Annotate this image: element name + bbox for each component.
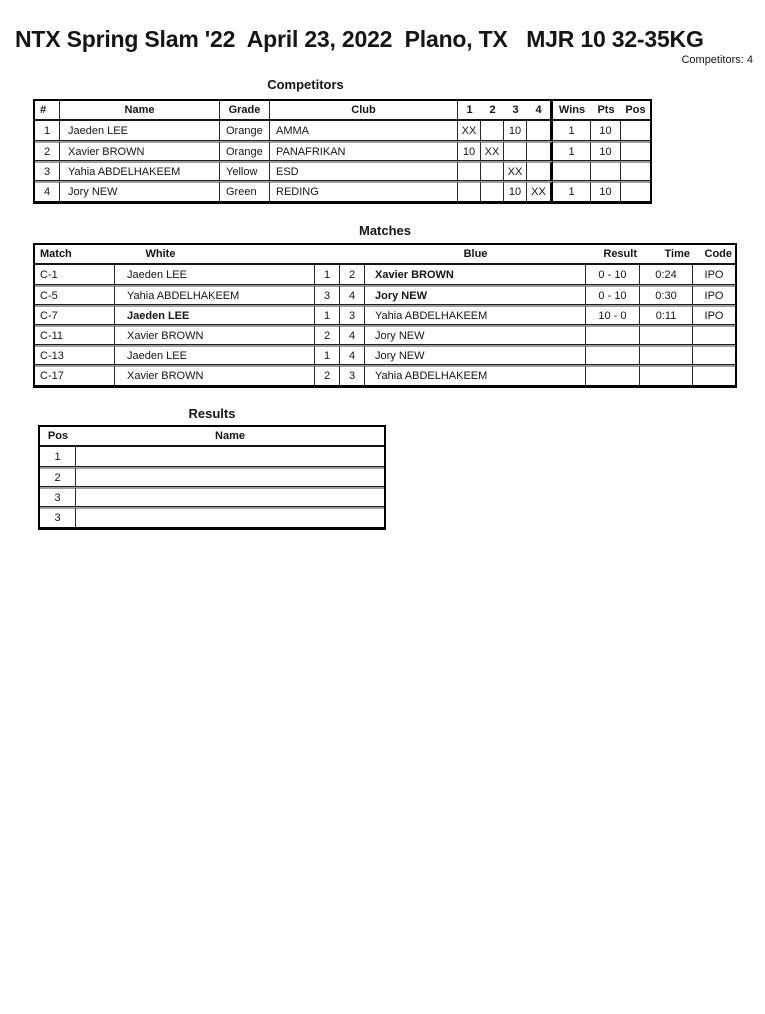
competitor-pts: 10 [591, 181, 621, 201]
match-white-number: 1 [315, 305, 340, 325]
competitor-round-3 [504, 141, 527, 161]
competitor-round-2 [481, 161, 504, 181]
competitor-row [35, 141, 650, 161]
competitor-wins [553, 161, 591, 181]
competitor-pos [621, 141, 650, 161]
match-time [640, 325, 693, 345]
result-row [40, 467, 384, 487]
col-header-pos: Pos [40, 427, 76, 447]
competitor-pts: 10 [591, 141, 621, 161]
match-time: 0:24 [640, 265, 693, 285]
competitor-row [35, 181, 650, 201]
result-name [76, 487, 384, 507]
competitors-heading: Competitors [267, 77, 344, 92]
match-code: IPO [693, 285, 735, 305]
competitor-wins: 1 [553, 141, 591, 161]
result-row [40, 487, 384, 507]
match-row [35, 265, 735, 285]
result-pos: 1 [40, 447, 76, 467]
match-white-name: Yahia ABDELHAKEEM [115, 285, 315, 305]
competitor-club: AMMA [270, 121, 458, 141]
competitor-pts [591, 161, 621, 181]
match-result: 0 - 10 [586, 285, 640, 305]
match-blue-name: Xavier BROWN [365, 265, 586, 285]
competitor-club: ESD [270, 161, 458, 181]
result-pos: 3 [40, 507, 76, 527]
page-title: NTX Spring Slam '22 April 23, 2022 Plano, TX MJR 10 32-35KG [15, 26, 704, 52]
competitor-number: 1 [35, 121, 60, 141]
col-header-grade: Grade [220, 101, 270, 121]
match-blue-number: 2 [340, 265, 365, 285]
result-name [76, 447, 384, 467]
match-white-name: Jaeden LEE [115, 345, 315, 365]
match-time: 0:11 [640, 305, 693, 325]
competitor-round-1 [458, 161, 481, 181]
competitor-row [35, 121, 650, 141]
match-code: IPO [693, 305, 735, 325]
competitor-round-4: XX [527, 181, 553, 201]
match-blue-number: 3 [340, 305, 365, 325]
match-blue-name: Jory NEW [365, 325, 586, 345]
match-white-number: 2 [315, 365, 340, 385]
results-table [38, 425, 386, 530]
match-white-number: 2 [315, 325, 340, 345]
col-header-round-2: 2 [481, 101, 504, 121]
competitor-number: 3 [35, 161, 60, 181]
competitor-club: REDING [270, 181, 458, 201]
competitor-grade: Orange [220, 141, 270, 161]
match-row [35, 285, 735, 305]
competitor-round-3: 10 [504, 121, 527, 141]
competitor-name: Jory NEW [60, 181, 220, 201]
match-white-name: Jaeden LEE [115, 305, 315, 325]
col-header-number: # [35, 101, 60, 121]
match-result [586, 345, 640, 365]
competitor-round-2 [481, 121, 504, 141]
match-code [693, 365, 735, 385]
competitor-pos [621, 161, 650, 181]
col-header-blue-number [340, 245, 365, 265]
col-header-name: Name [76, 427, 384, 447]
match-white-name: Xavier BROWN [115, 365, 315, 385]
col-header-code: Code [693, 245, 735, 265]
col-header-club: Club [270, 101, 458, 121]
match-white-name: Xavier BROWN [115, 325, 315, 345]
match-id: C-17 [35, 365, 115, 385]
col-header-pts: Pts [591, 101, 621, 121]
col-header-round-3: 3 [504, 101, 527, 121]
result-row [40, 507, 384, 527]
competitor-pos [621, 121, 650, 141]
result-name [76, 507, 384, 527]
col-header-pos: Pos [621, 101, 650, 121]
col-header-result: Result [586, 245, 640, 265]
results-heading: Results [188, 406, 236, 421]
competitor-number: 2 [35, 141, 60, 161]
competitor-number: 4 [35, 181, 60, 201]
competitor-round-1: 10 [458, 141, 481, 161]
competitor-grade: Orange [220, 121, 270, 141]
match-row [35, 305, 735, 325]
col-header-white-number [315, 245, 340, 265]
col-header-round-4: 4 [527, 101, 553, 121]
match-code: IPO [693, 265, 735, 285]
competitor-round-3: 10 [504, 181, 527, 201]
match-result: 10 - 0 [586, 305, 640, 325]
competitor-round-1: XX [458, 121, 481, 141]
competitor-round-4 [527, 161, 553, 181]
match-white-name: Jaeden LEE [115, 265, 315, 285]
col-header-white: White [115, 245, 315, 265]
result-pos: 3 [40, 487, 76, 507]
col-header-round-1: 1 [458, 101, 481, 121]
match-id: C-7 [35, 305, 115, 325]
competitor-round-4 [527, 141, 553, 161]
competitor-round-3: XX [504, 161, 527, 181]
col-header-blue: Blue [365, 245, 586, 265]
competitor-round-2: XX [481, 141, 504, 161]
competitor-name: Jaeden LEE [60, 121, 220, 141]
competitor-round-1 [458, 181, 481, 201]
col-header-time: Time [640, 245, 693, 265]
match-row [35, 365, 735, 385]
match-result [586, 325, 640, 345]
competitor-grade: Green [220, 181, 270, 201]
competitors-count: Competitors: 4 [681, 54, 753, 66]
match-white-number: 3 [315, 285, 340, 305]
result-name [76, 467, 384, 487]
competitors-header-row [35, 101, 650, 121]
match-time: 0:30 [640, 285, 693, 305]
col-header-name: Name [60, 101, 220, 121]
competitor-grade: Yellow [220, 161, 270, 181]
matches-table [33, 243, 737, 388]
match-code [693, 345, 735, 365]
competitor-club: PANAFRIKAN [270, 141, 458, 161]
match-blue-number: 4 [340, 345, 365, 365]
match-white-number: 1 [315, 265, 340, 285]
match-id: C-5 [35, 285, 115, 305]
match-blue-name: Yahia ABDELHAKEEM [365, 305, 586, 325]
match-id: C-13 [35, 345, 115, 365]
results-header-row [40, 427, 384, 447]
match-code [693, 325, 735, 345]
result-pos: 2 [40, 467, 76, 487]
col-header-match: Match [35, 245, 115, 265]
matches-header-row [35, 245, 735, 265]
matches-heading: Matches [358, 223, 412, 238]
result-row [40, 447, 384, 467]
competitor-name: Xavier BROWN [60, 141, 220, 161]
competitor-row [35, 161, 650, 181]
match-blue-number: 4 [340, 285, 365, 305]
match-id: C-1 [35, 265, 115, 285]
competitor-round-2 [481, 181, 504, 201]
tournament-sheet [0, 24, 765, 1014]
competitor-pos [621, 181, 650, 201]
match-row [35, 345, 735, 365]
match-row [35, 325, 735, 345]
match-blue-name: Jory NEW [365, 345, 586, 365]
competitor-pts: 10 [591, 121, 621, 141]
match-blue-number: 4 [340, 325, 365, 345]
competitors-table [33, 99, 652, 204]
match-result: 0 - 10 [586, 265, 640, 285]
match-white-number: 1 [315, 345, 340, 365]
competitor-name: Yahia ABDELHAKEEM [60, 161, 220, 181]
match-time [640, 365, 693, 385]
competitor-round-4 [527, 121, 553, 141]
competitor-wins: 1 [553, 181, 591, 201]
match-time [640, 345, 693, 365]
match-blue-name: Jory NEW [365, 285, 586, 305]
competitor-wins: 1 [553, 121, 591, 141]
match-result [586, 365, 640, 385]
col-header-wins: Wins [553, 101, 591, 121]
match-blue-name: Yahia ABDELHAKEEM [365, 365, 586, 385]
match-blue-number: 3 [340, 365, 365, 385]
match-id: C-11 [35, 325, 115, 345]
